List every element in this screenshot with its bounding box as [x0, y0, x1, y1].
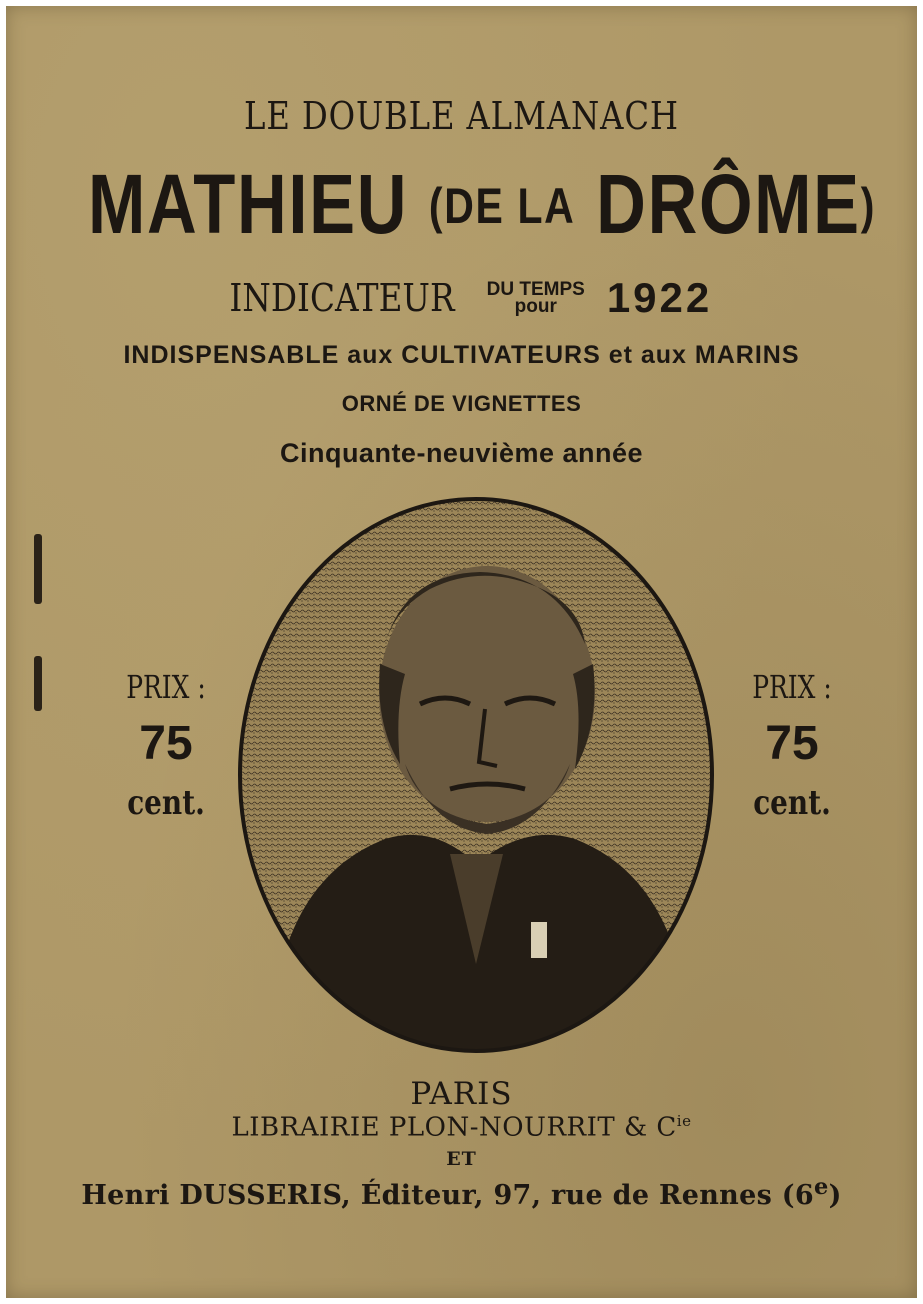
- price-label: PRIX :: [752, 668, 832, 706]
- publisher-librairie: [6, 1112, 917, 1143]
- annee-line: Cinquante-neuvième année: [279, 438, 644, 468]
- librairie-sup: ie: [676, 1112, 692, 1130]
- du-temps-text: DU TEMPS: [486, 279, 585, 300]
- price-amount: 75: [139, 717, 193, 770]
- heading-mathieu: MATHIEU: [87, 157, 409, 251]
- publisher-city: PARIS: [410, 1076, 513, 1112]
- publisher-editor: [6, 1174, 917, 1211]
- cover-heading-main: [87, 156, 877, 253]
- spine-stitch-mark-top: [34, 534, 42, 604]
- almanac-cover: [6, 6, 917, 1298]
- indispensable-line: INDISPENSABLE aux CULTIVATEURS et aux MARINS: [123, 341, 800, 369]
- editor-arr-num: (6: [781, 1180, 814, 1211]
- orne-line: ORNÉ DE VIGNETTES: [341, 391, 582, 416]
- year: 1922: [606, 274, 713, 321]
- editor-arrondissement: [781, 1174, 842, 1211]
- indicateur-line: [6, 274, 917, 326]
- price-left: [106, 668, 226, 823]
- price-amount: 75: [765, 717, 819, 770]
- price-right: [732, 668, 852, 823]
- price-unit: cent.: [753, 783, 831, 823]
- heading-paren-close: ): [860, 178, 877, 234]
- price-label: PRIX :: [126, 668, 206, 706]
- editor-arr-sup: e: [813, 1174, 829, 1200]
- du-temps-pour: [487, 281, 585, 315]
- pour-text: pour: [514, 296, 557, 317]
- price-unit: cent.: [127, 783, 205, 823]
- heading-drome: DRÔME: [596, 157, 861, 251]
- editor-text: Henri DUSSERIS, Éditeur, 97, rue de Rennes: [81, 1180, 773, 1211]
- spine-stitch-mark-bottom: [34, 656, 42, 711]
- indicateur-word: INDICATEUR: [229, 276, 455, 320]
- heading-de-la: (DE LA: [428, 178, 576, 234]
- librairie-text: LIBRAIRIE PLON-NOURRIT & C: [231, 1112, 677, 1143]
- shirt-highlight: [531, 922, 547, 958]
- portrait-vignette: [235, 494, 717, 1056]
- publisher-et: ET: [446, 1148, 477, 1170]
- cover-heading-small: LE DOUBLE ALMANACH: [244, 94, 679, 138]
- editor-arr-close: ): [828, 1180, 842, 1211]
